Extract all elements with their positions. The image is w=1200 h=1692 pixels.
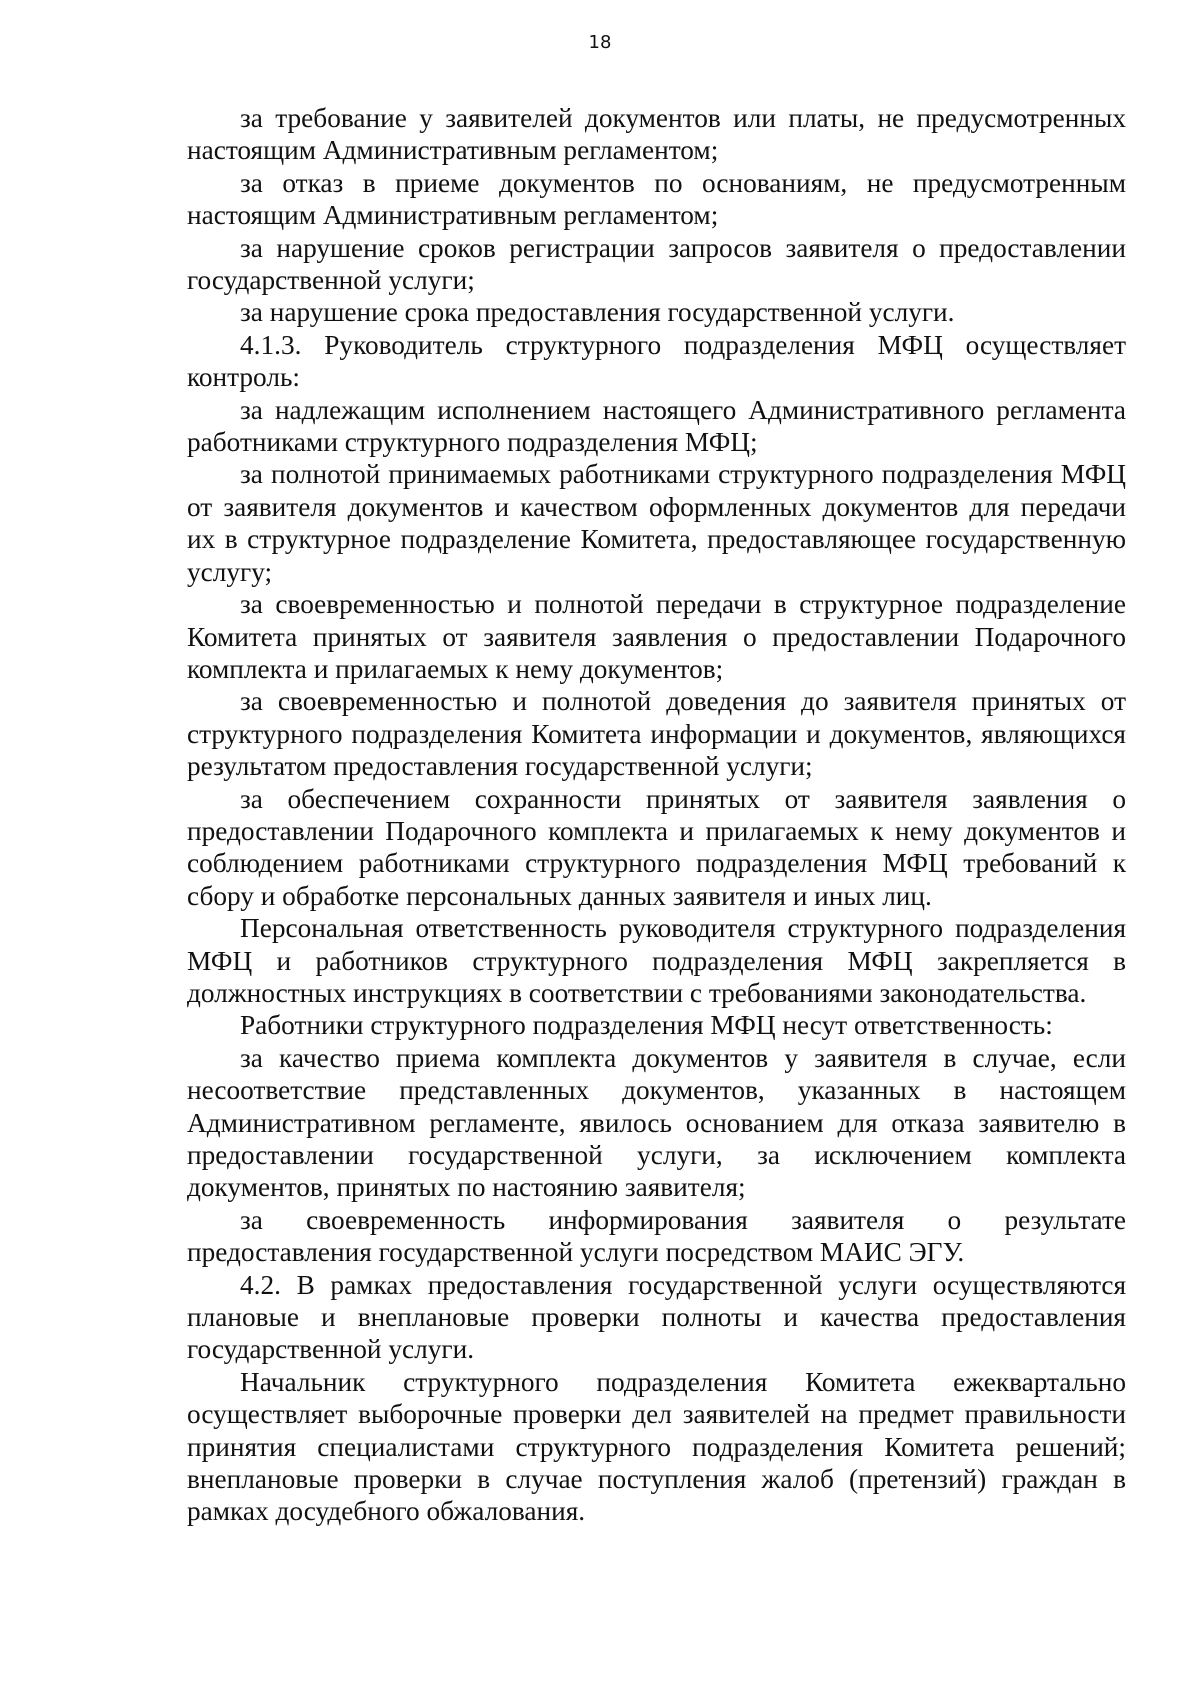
paragraph: за нарушение сроков регистрации запросов заявителя о предоставлении государственной услуги; (187, 232, 1126, 296)
paragraph: за отказ в приеме документов по основаниям, не предусмотренным настоящим Административным регламентом; (187, 167, 1126, 231)
paragraph: за нарушение срока предоставления государственной услуги. (240, 297, 955, 328)
paragraph: Работники структурного подразделения МФЦ несут ответственность: (240, 1010, 1053, 1041)
paragraph: за качество приема комплекта документов у заявителя в случае, если несоответствие представленных документов, указанных в настоящем Административном регламенте, явилось основанием для отказа заявителю в предоставлении государственной услуги, за исключением комплекта документов, принятых по настоянию заявителя; (187, 1042, 1126, 1203)
paragraph: за требование у заявителей документов или платы, не предусмотренных настоящим Административным регламентом; (187, 103, 1126, 166)
paragraph: за своевременностью и полнотой передачи в структурное подразделение Комитета принятых от заявителя заявления о предоставлении Подарочного комплекта и прилагаемых к нему документов; (187, 589, 1126, 684)
paragraph: Персональная ответственность руководителя структурного подразделения МФЦ и работников структурного подразделения МФЦ закрепляется в должностных инструкциях в соответствии с требованиями законодательства. (187, 913, 1126, 1008)
paragraph: за обеспечением сохранности принятых от заявителя заявления о предоставлении Подарочного комплекта и прилагаемых к нему документов и соблюдением работниками структурного подразделения МФЦ требований к сбору и обработке персональных данных заявителя и иных лиц. (187, 783, 1126, 911)
paragraph: за полнотой принимаемых работниками структурного подразделения МФЦ от заявителя документов и качеством оформленных документов для передачи их в структурное подразделение Комитета, предоставляющее государственную услугу; (187, 459, 1126, 587)
document-body (187, 102, 1126, 1528)
paragraph: 4.2. В рамках предоставления государственной услуги осуществляются плановые и внеплановые проверки полноты и качества предоставления государственной услуги. (187, 1269, 1126, 1365)
paragraph: за своевременность информирования заявителя о результате предоставления государственной услуги посредством МАИС ЭГУ. (187, 1204, 1126, 1268)
paragraph: 4.1.3. Руководитель структурного подразделения МФЦ осуществляет контроль: (187, 329, 1126, 393)
page-number: 18 (588, 32, 612, 53)
paragraph: Начальник структурного подразделения Комитета ежеквартально осуществляет выборочные проверки дел заявителей на предмет правильности принятия специалистами структурного подразделения Комитета решений; внеплановые проверки в случае поступления жалоб (претензий) граждан в рамках досудебного обжалования. (187, 1366, 1126, 1527)
paragraph: за надлежащим исполнением настоящего Административного регламента работниками структурного подразделения МФЦ; (187, 394, 1126, 458)
paragraph: за своевременностью и полнотой доведения до заявителя принятых от структурного подразделения Комитета информации и документов, являющихся результатом предоставления государственной услуги; (187, 686, 1126, 782)
